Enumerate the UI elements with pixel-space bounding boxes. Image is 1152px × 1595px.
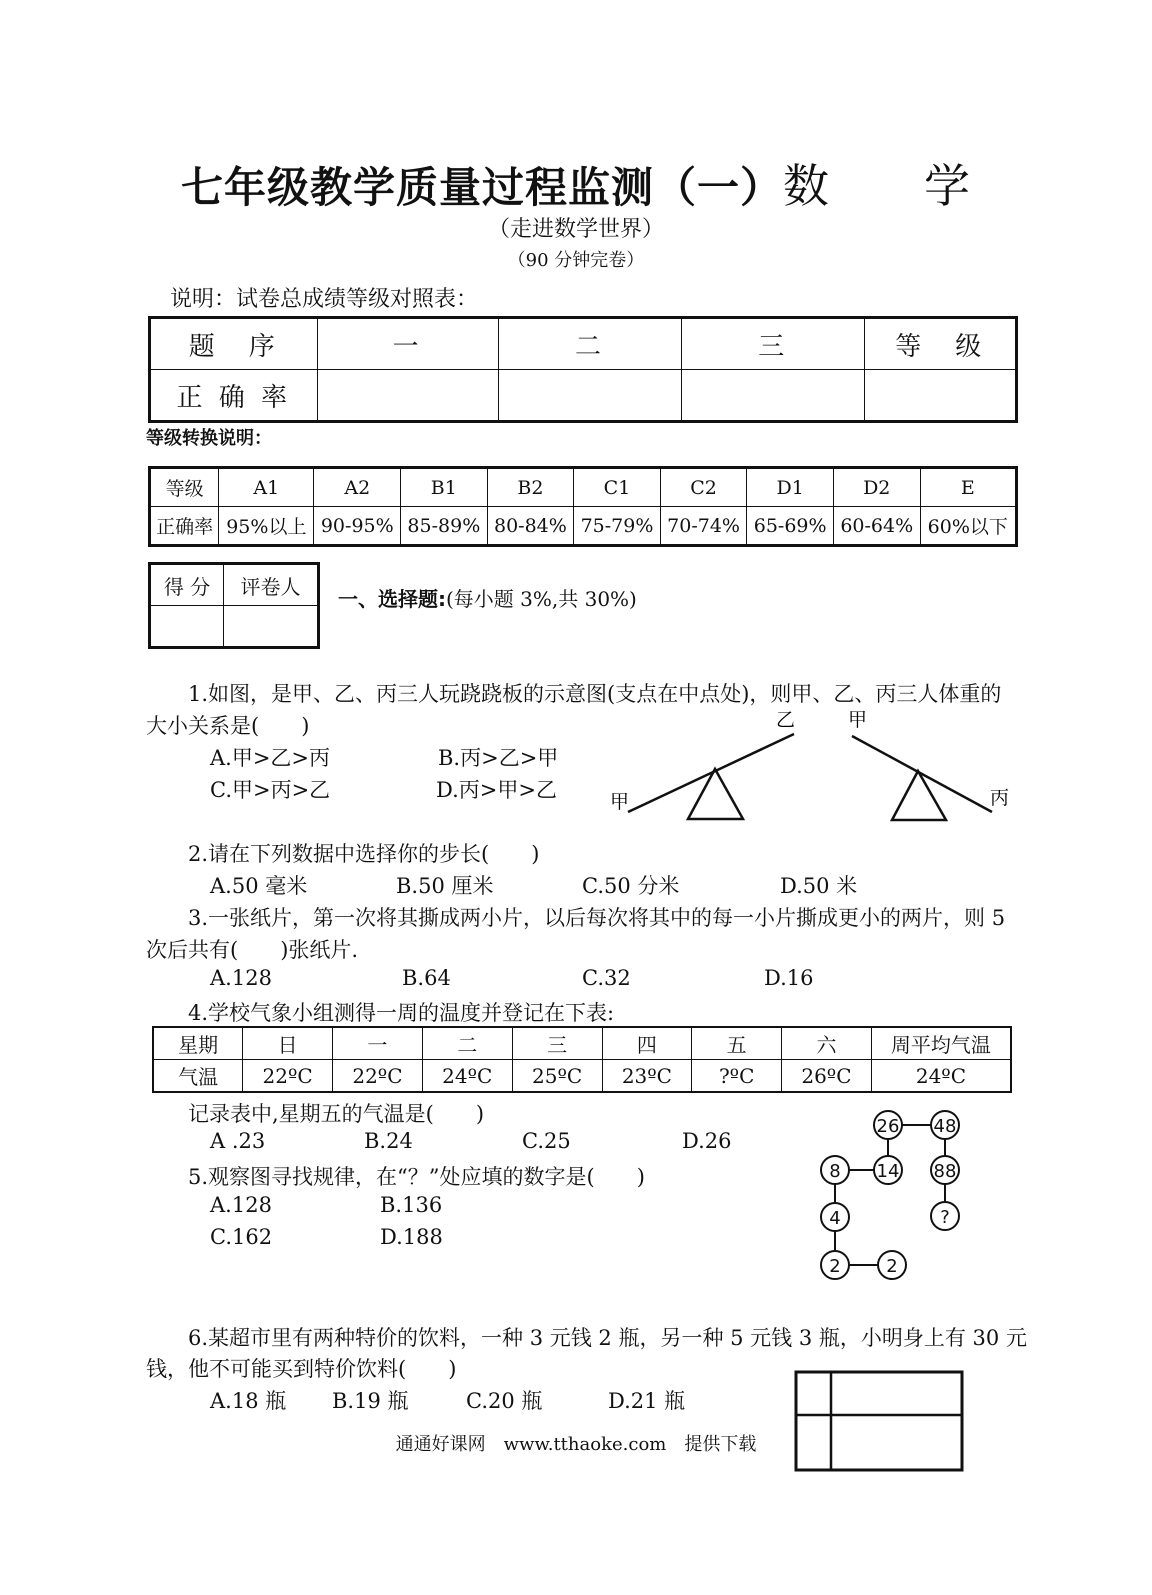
node-48-label: 48 [933, 1116, 957, 1137]
q4-stem: 4.学校气象小组测得一周的温度并登记在下表: [188, 1001, 615, 1025]
node-unknown-label: ? [940, 1207, 950, 1228]
score-cell-part3: 三 [682, 318, 865, 370]
q2-option-c: C.50 分米 [582, 874, 680, 898]
q4-option-b: B.24 [364, 1129, 413, 1153]
q6-option-b: B.19 瓶 [332, 1389, 409, 1413]
grade-head: C2 [660, 468, 747, 507]
score-table [148, 316, 1018, 423]
temp-head: 五 [692, 1027, 782, 1060]
node-8-label: 8 [829, 1161, 841, 1182]
q1-option-c: C.甲>丙>乙 [210, 778, 331, 802]
section1-title: 一、选择题: [338, 587, 446, 611]
q3-option-b: B.64 [402, 966, 451, 990]
title-text: 七年级教学质量过程监测（一） [180, 163, 783, 212]
temp-head: 二 [422, 1027, 512, 1060]
grade-head: B1 [401, 468, 488, 507]
seesaw-left-fulcrum [688, 769, 743, 819]
node-4-label: 4 [829, 1208, 841, 1229]
grade-head: C1 [574, 468, 661, 507]
grade-head: B2 [487, 468, 574, 507]
subject-text: 数 学 [783, 159, 971, 213]
grade-head: E [920, 468, 1016, 507]
seesaw-left-board [628, 734, 794, 812]
q5-option-b: B.136 [380, 1193, 443, 1217]
q3-line1: 3.一张纸片，第一次将其撕成两小片，以后每次将其中的每一小片撕成更小的两片，则 5 [188, 906, 1006, 930]
grade-head: D1 [747, 468, 834, 507]
q3-option-c: C.32 [582, 966, 631, 990]
temp-value: 23ºC [602, 1060, 692, 1093]
score-cell-grade: 等 级 [865, 318, 1017, 370]
temp-head: 日 [243, 1027, 333, 1060]
q1-line1: 1.如图，是甲、乙、丙三人玩跷跷板的示意图(支点在中点处)，则甲、乙、丙三人体重的 [188, 682, 1002, 706]
q4-option-a: A .23 [210, 1129, 266, 1153]
grade-head: A2 [314, 468, 401, 507]
mark-score-label: 得 分 [150, 564, 224, 606]
section1-heading [338, 583, 637, 612]
score-cell-part1: 一 [317, 318, 498, 370]
q4-option-d: D.26 [682, 1129, 732, 1153]
temp-head: 四 [602, 1027, 692, 1060]
q2-option-d: D.50 米 [780, 874, 858, 898]
temp-value: 22ºC [333, 1060, 423, 1093]
temp-value: 24ºC [422, 1060, 512, 1093]
q3-line2: 次后共有( )张纸片. [146, 938, 359, 962]
grade-rate: 65-69% [747, 507, 834, 546]
node-2b-label: 2 [886, 1256, 898, 1277]
q6-option-a: A.18 瓶 [210, 1389, 287, 1413]
grade-rate: 60-64% [833, 507, 920, 546]
q5-option-d: D.188 [380, 1225, 443, 1249]
mark-table [148, 562, 320, 649]
seesaw-label-left-low: 甲 [610, 791, 630, 813]
page-title [0, 150, 1152, 216]
score-cell-blank [498, 370, 681, 422]
mark-blank [224, 606, 319, 648]
grade-rate: 75-79% [574, 507, 661, 546]
number-pattern-figure [800, 1100, 980, 1290]
score-cell-blank [317, 370, 498, 422]
grade-rate: 70-74% [660, 507, 747, 546]
seesaw-figure [600, 700, 1020, 830]
q5-option-a: A.128 [210, 1193, 272, 1217]
temp-value: 气温 [153, 1060, 243, 1093]
seesaw-right-fulcrum [892, 771, 946, 820]
intro-note: 说明：试卷总成绩等级对照表： [170, 287, 479, 312]
grade-rate: 80-84% [487, 507, 574, 546]
mark-grader-label: 评卷人 [224, 564, 319, 606]
seesaw-label-left-high: 乙 [776, 709, 796, 731]
temp-value: 25ºC [512, 1060, 602, 1093]
grade-head: 等级 [150, 468, 219, 507]
q1-option-d: D.丙>甲>乙 [436, 778, 557, 802]
grade-rate: 90-95% [314, 507, 401, 546]
grade-head: D2 [833, 468, 920, 507]
q1-option-a: A.甲>乙>丙 [210, 746, 331, 770]
q6-option-c: C.20 瓶 [466, 1389, 543, 1413]
q2-option-a: A.50 毫米 [210, 874, 308, 898]
grade-rate: 正确率 [150, 507, 219, 546]
temp-head: 三 [512, 1027, 602, 1060]
grade-head: A1 [219, 468, 314, 507]
page-subtitle: （走进数学世界） [487, 217, 664, 242]
grade-rate: 85-89% [401, 507, 488, 546]
grade-rate: 95%以上 [219, 507, 314, 546]
page-footer: 通通好课网 www.tthaoke.com 提供下载 [395, 1434, 757, 1455]
node-2-label: 2 [829, 1256, 841, 1277]
q5-stem: 5.观察图寻找规律，在“？”处应填的数字是( ) [188, 1165, 645, 1189]
node-26-label: 26 [876, 1116, 900, 1137]
q4-option-c: C.25 [522, 1129, 571, 1153]
grade-rate: 60%以下 [920, 507, 1016, 546]
node-88-label: 88 [933, 1161, 957, 1182]
grade-table [148, 466, 1018, 547]
q6-line1: 6.某超市里有两种特价的饮料，一种 3 元钱 2 瓶，另一种 5 元钱 3 瓶，小明身上有 30 元 [188, 1326, 1027, 1350]
score-cell-rate-label: 正 确 率 [150, 370, 318, 422]
score-cell-blank [682, 370, 865, 422]
q3-option-d: D.16 [764, 966, 814, 990]
temp-value: 24ºC [871, 1060, 1011, 1093]
score-cell-order: 题 序 [150, 318, 318, 370]
score-cell-blank [865, 370, 1017, 422]
seesaw-label-right-high: 甲 [848, 709, 868, 731]
q6-line2: 钱，他不可能买到特价饮料( ) [146, 1357, 457, 1381]
time-note: （90 分钟完卷） [507, 250, 645, 271]
temp-head: 一 [333, 1027, 423, 1060]
temperature-table [152, 1026, 1012, 1093]
q2-stem: 2.请在下列数据中选择你的步长( ) [188, 842, 540, 866]
temp-value: ?ºC [692, 1060, 782, 1093]
q2-option-b: B.50 厘米 [396, 874, 494, 898]
temp-value: 22ºC [243, 1060, 333, 1093]
q6-option-d: D.21 瓶 [608, 1389, 686, 1413]
q5-option-c: C.162 [210, 1225, 273, 1249]
q3-option-a: A.128 [210, 966, 272, 990]
q1-line2: 大小关系是( ) [146, 714, 310, 738]
q4-question: 记录表中,星期五的气温是( ) [188, 1102, 485, 1126]
section1-note: (每小题 3%,共 30%) [446, 587, 637, 611]
blank-grid-box [794, 1370, 966, 1474]
temp-head: 星期 [153, 1027, 243, 1060]
score-cell-part2: 二 [498, 318, 681, 370]
node-14-label: 14 [876, 1161, 900, 1182]
temp-value: 26ºC [782, 1060, 872, 1093]
grade-note: 等级转换说明： [146, 428, 272, 449]
seesaw-right-board [852, 736, 992, 812]
q1-option-b: B.丙>乙>甲 [438, 746, 559, 770]
temp-head: 六 [782, 1027, 872, 1060]
mark-blank [150, 606, 224, 648]
temp-head: 周平均气温 [871, 1027, 1011, 1060]
seesaw-label-right-low: 丙 [990, 787, 1010, 809]
